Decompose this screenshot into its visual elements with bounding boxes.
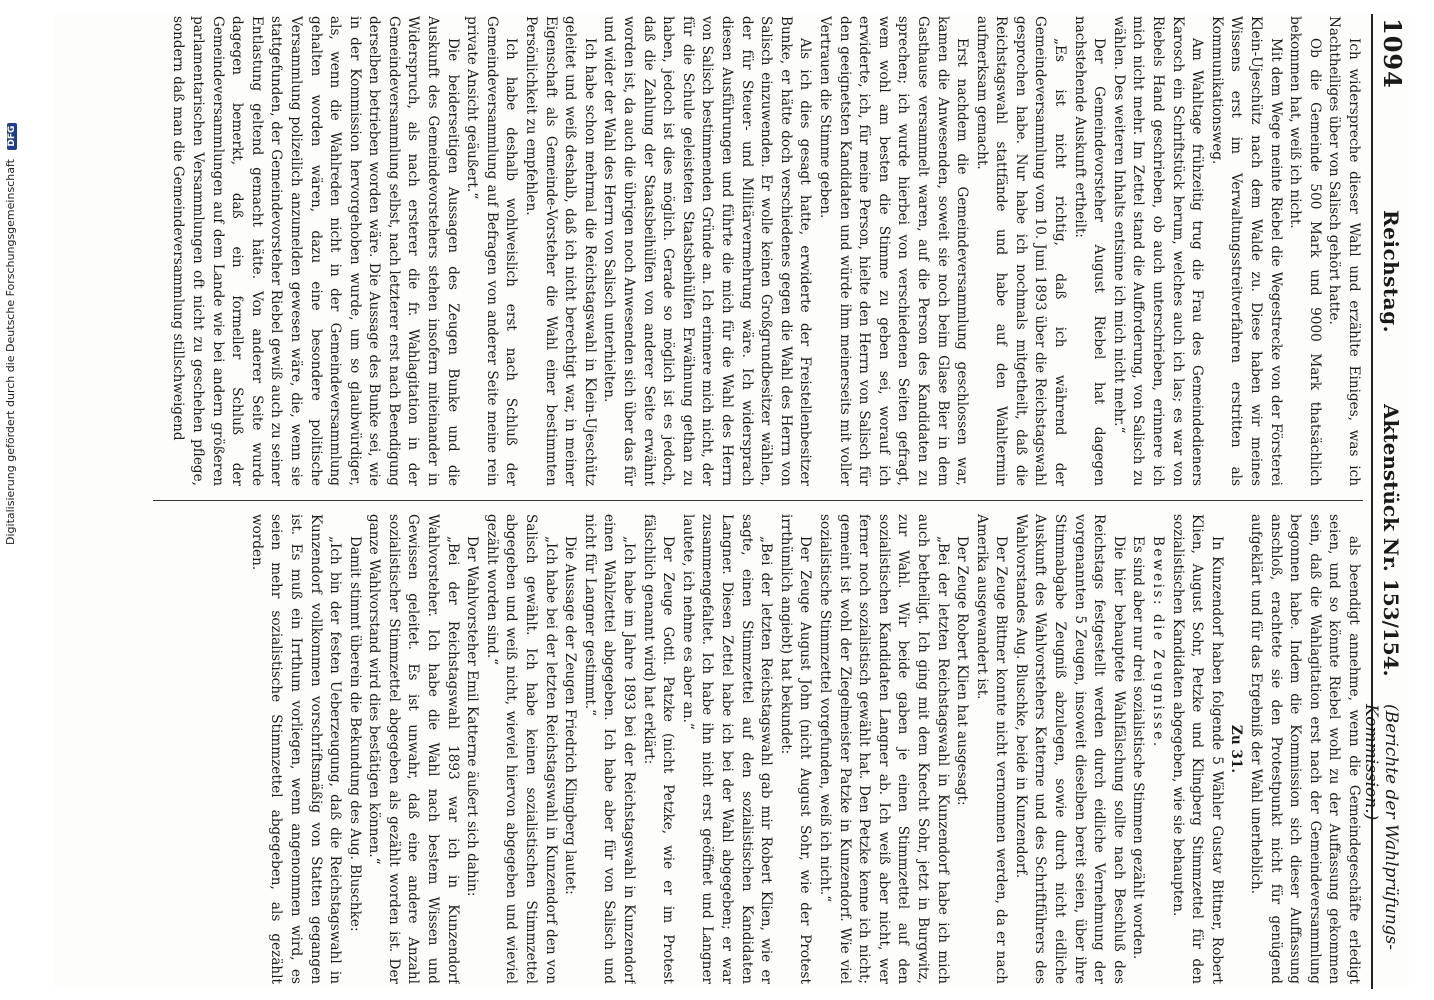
quote-paragraph: „Ich habe bei der letzten Reichstagswahl in Kunzendorf den von Salisch gewählt. Ich habe keinen sozialistischen Stimmzettel abgegeben und weiß nicht, wieviel hiervon abgegeben und wieviel gezählt worden sind.“ xyxy=(483,514,559,984)
quote-paragraph: „Bei der Reichstagswahl 1893 war ich in Kunzendorf Wahlvorsteher. Ich habe die Wahl nach bestem Wissen und Gewissen geleitet. Es ist unwahr, daß eine andere Anzahl sozialistischer Stimmzettel abgegeben als gezählt worden ist. Der ganze Wahlvorstand wird dies bestätigen können.“ xyxy=(366,514,461,984)
paragraph: Der Zeuge Bittner konnte nicht vernommen werden, da er nach Amerika ausgewandert ist. xyxy=(973,514,1010,984)
scanned-page xyxy=(54,14,1409,989)
page-header xyxy=(1361,14,1409,989)
paragraph: Die Aussage der Zeugen Friedrich Klingberg lautet: xyxy=(562,536,579,895)
quote-paragraph: „Bei der letzten Reichstagswahl gab mir Robert Klien, wie er sagte, einen Stimmzettel auf den sozialistischen Kandidaten Langner. Diesen Zettel habe ich bei der Wahl abgegeben; er war zusammengefaltet. Ich habe ihn nicht erst geöffnet und Langner lautete, ich nehme es aber an.“ xyxy=(679,514,775,984)
dfg-logo: DFG xyxy=(7,123,17,150)
paragraph: Ob die Gemeinde 500 Mark und 9000 Mark thatsächlich bekommen hat, weiß ich nicht. xyxy=(1287,16,1323,486)
quote-paragraph: Erst nachdem die Gemeindeversammlung geschlossen war, kamen die Anwesenden, soweit sie noch beim Glase Bier in dem Gasthause versammelt waren, auf die Person des Kandidaten zu sprechen; ich wurde hierbei von verschiedenen Seiten gefragt, wem wohl am besten die Stimme zu geben sei, worauf ich erwiderte, ich, für meine Person, hielte den Herrn von Salisch für den geeignetsten Kandidaten und würde ihm meinerseits mit voller Vertrauen die Stimme geben. xyxy=(816,16,971,486)
quote-paragraph: Ich habe deshalb wohlweislich erst nach Schluß der Gemeindeversammlung auf Befragen von anderer Seite meine rein private Ansicht geäußert.“ xyxy=(464,16,520,486)
quote-paragraph: Ich habe schon mehrmal die Reichstagswahl in Klein-Ujeschütz geleitet und weiß deshalb, daß ich nicht berechtigt war, in meiner Eigenschaft als Gemeinde-Vorsteher die Wahl einer bestimmten Persönlichkeit zu empfehlen. xyxy=(523,16,598,486)
quote-paragraph: „Bei der letzten Reichstagswahl in Kunzendorf habe ich mich auch betheiligt. Ich ging mit dem Knecht Sohr, jetzt in Burgwitz, zur Wahl. Wir beide gaben je einen Stimmzettel auf den sozialistischen Kandidaten Langner ab. Ich weiß aber nicht, wer ferner noch sozialistisch gewählt hat. Den Petzke kenne ich nicht; gemeint ist wohl der Ziegelmeister Patzke in Kunzendorf. Wie viel sozialistische Stimmzettel vorgefunden, weiß ich nicht.“ xyxy=(816,514,951,984)
paragraph: Der Wahlvorsteher Emil Katterne äußert sich dahin: xyxy=(464,536,481,897)
document-number: Aktenstück Nr. 153/154. xyxy=(1379,404,1403,677)
paragraph: Die beiderseitigen Aussagen des Zeugen Bunke und die Auskunft des Gemeindevorstehers stehen insofern miteinander in Widerspruch, als nach ersterer die fr. Wahlagitation in der Gemeindeversammlung selbst, nach letzterer erst nach Beendigung derselben betrieben worden wäre. Die Aussage des Bunke sei, wie in der Kommission hervorgehoben wurde, um so glaubwürdiger, als, wenn die Wahlreden nicht in der Gemeindeversammlung gehalten worden wären, dazu eine besondere politische Versammlung polizeilich anzumelden gewesen wäre, die, wenn sie stattgefunden, der Gemeindevorsteher Riebel gewiß auch zu seiner Entlastung geltend gemacht hätte. Von anderer Seite wurde dagegen bemerkt, daß ein formeller Schluß der Gemeindeversammlungen auf dem Lande wie bei andern größeren parlamentarischen Versammlungen oft nicht zu geschehen pflege, sondern daß man die Gemeindeversammlung stillschweigend xyxy=(170,16,461,486)
paragraph: als beendigt annehme, wenn die Gemeindegeschäfte erledigt seien, und so könnte Riebel wohl zu der Auffassung gekommen sein, daß die Wahlagitation erst nach der Gemeindeversammlung begonnen habe. Indem die Kommission sich dieser Auffassung anschloß, erachtete sie den Protestpunkt nicht für genügend aufgeklärt und für das Ergebniß der Wahl unerheblich. xyxy=(1248,514,1362,984)
paragraph: Ich widerspreche dieser Wahl und erzählte Einiges, was ich Nachtheiliges über von Salisch gehört hatte. xyxy=(1326,16,1362,486)
paragraph: Mit dem Wege meinte Riebel die Wegestrecke von der Försterei Klein-Ujeschütz nach dem Walde zu. Diese haben wir meines Wissens erst im Verwaltungsstreitverfahren erstritten als Kommunikationsweg. xyxy=(1208,16,1284,486)
quote-paragraph: Als ich dies gesagt hatte, erwiderte der Freistellenbesitzer Bunke, er hätte doch verschiedenes gegen die Wahl des Herrn von Salisch einzuwenden. Er wolle keinen Großgrundbesitzer wählen, der für Steuer- und Militärvermehrung wäre. Ich widersprach diesen Ausführungen und führte die mich für die Wahl des Herrn von Salisch bestimmenden Gründe an. Ich erinnere mich nicht, der für die Schule geleisteten Staatsbeihülfen Erwähnung gethan zu haben, jedoch ist dies möglich. Gerade so möglich ist es jedoch, daß die Zahlung der Staatsbeihülfen von anderer Seite erwähnt worden ist, da auch die übrigen noch Anwesenden sich über das für und wider der Wahl des Herrn von Salisch unterhielten. xyxy=(601,16,814,486)
paragraph: Der Zeuge Robert Klien hat ausgesagt: xyxy=(954,536,971,806)
running-title: Reichstag. xyxy=(1379,210,1403,334)
section-note: (Berichte der Wahlprüfungs-Kommission.) xyxy=(1361,704,1401,951)
credit-text: Digitalisierung gefördert durch die Deutsche Forschungsgemeinschaft xyxy=(4,159,17,545)
paragraph: Die hier behauptete Wahlfälschung sollte nach Beschluß des Reichstags festgestellt werden durch eidliche Vernehmung der vorgenannten 5 Zeugen, insoweit dieselben bereit seien, über ihre Stimmabgabe Zeugniß abzulegen, sowie durch nicht eidliche Auskunft des Wahlvorstehers Katterne und des Schriftführers des Wahlvorstandes Aug. Bluschke, beide in Kunzendorf. xyxy=(1012,514,1127,984)
left-column xyxy=(63,16,1363,486)
paragraph: Der Gemeindevorsteher August Riebel hat dagegen nachstehende Auskunft ertheilt: xyxy=(1071,16,1108,486)
paragraph: In Kunzendorf haben folgende 5 Wähler Gustav Bittner, Robert Klien, August Sohr, Petzke und Klingberg Stimmzettel für den sozialistischen Kandidaten abgegeben, wie sie behaupten. xyxy=(1169,514,1225,984)
quote-paragraph: „Ich bin der festen Ueberzeugung, daß die Reichstagswahl in Kunzendorf vollkommen vorschriftsmäßig von Statten gegangen ist. Es muß ein Irrthum vorliegen, wenn angenommen wird, es seien mehr sozialistische Stimmzettel abgegeben, als gezählt worden. xyxy=(248,514,344,984)
column-divider xyxy=(153,500,1363,501)
paragraph: Am Wahltage frühzeitig trug die Frau des Gemeindedieners Karosch ein Schriftstück herum, welches auch ich las; es war von Riebels Hand geschrieben, ob auch unterschrieben, erinnere ich mich nicht mehr. Im Zettel stand die Aufforderung, von Salisch zu wählen. Des weiteren Inhalts entsinne ich mich nicht mehr.“ xyxy=(1110,16,1206,486)
paragraph: Der Zeuge Gottl. Patzke (nicht Petzke, wie er im Protest fälschlich genannt wird) hat erklärt: xyxy=(640,514,677,984)
quote-paragraph: „Es ist nicht richtig, daß ich während der Gemeindeversammlung vom 10. Juni 1893 über die Reichstagswahl gesprochen habe. Nur habe ich nochmals mitgetheilt, daß die Reichstagswahl stattfände und habe auf den Wahltermin aufmerksam gemacht. xyxy=(973,16,1069,486)
section-heading: Zu 31. xyxy=(1228,724,1245,774)
paragraph: Damit stimmt überein die Bekundung des Aug. Bluschke: xyxy=(346,536,363,932)
paragraph: Es sind aber nur drei sozialistische Stimmen gezählt worden. xyxy=(1130,536,1147,960)
paragraph: Der Zeuge August John (nicht August Sohr, wie der Protest irrthümlich angiebt) hat bekundet: xyxy=(777,514,814,984)
paragraph: Beweis: die Zeugnisse. xyxy=(1150,536,1167,749)
page-number: 1094 xyxy=(1378,18,1407,89)
digitization-credit xyxy=(4,85,20,545)
right-column xyxy=(63,514,1363,984)
quote-paragraph: „Ich habe im Jahre 1893 bei der Reichstagswahl in Kunzendorf einen Wahlzettel abgegeben. Ich habe aber für von Salisch und nicht für Langner gestimmt.“ xyxy=(581,514,638,984)
